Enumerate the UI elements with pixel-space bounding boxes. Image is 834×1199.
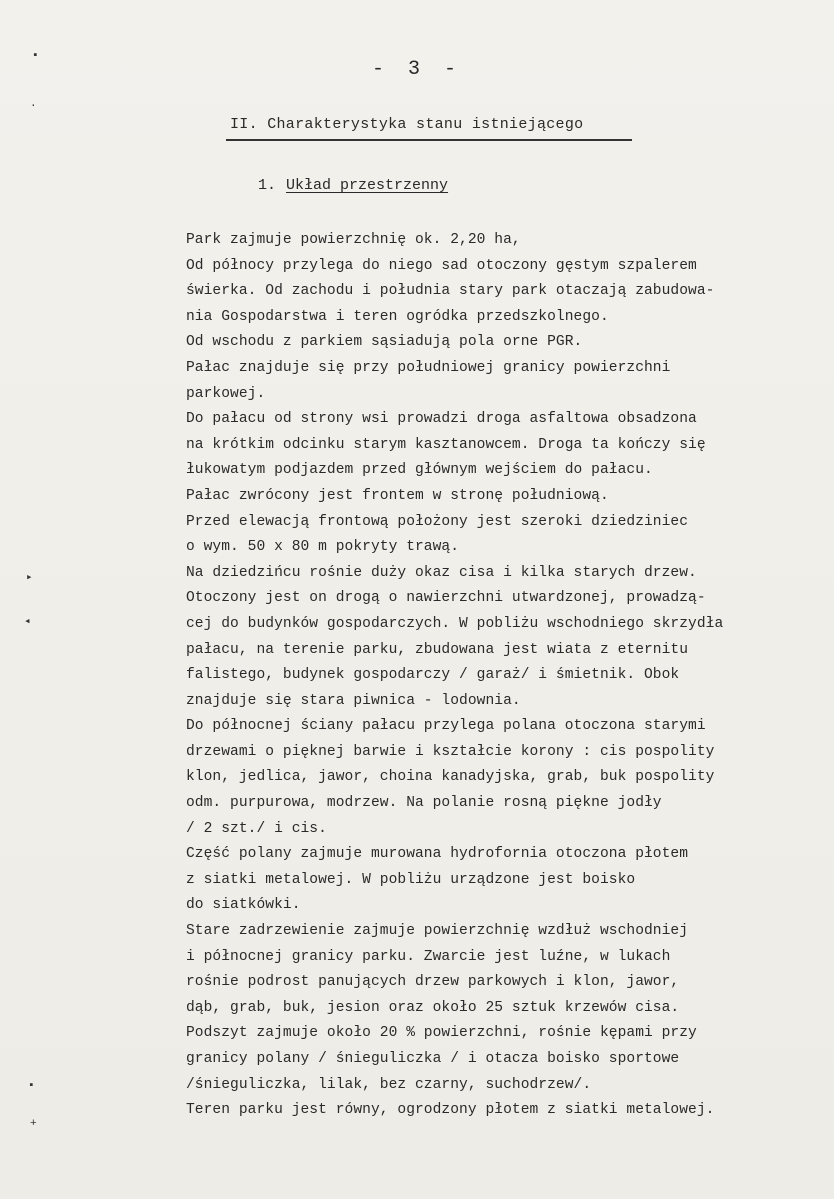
text-line: /śnieguliczka, lilak, bez czarny, suchodrzew/. (186, 1076, 592, 1093)
text-line: na krótkim odcinku starym kasztanowcem. Droga ta kończy się (186, 436, 706, 453)
text-line: Stare zadrzewienie zajmuje powierzchnię wzdłuż wschodniej (186, 923, 689, 940)
text-line: Podszyt zajmuje około 20 % powierzchni, rośnie kępami przy (186, 1025, 697, 1042)
text-line: Na dziedzińcu rośnie duży okaz cisa i kilka starych drzew. (186, 564, 697, 581)
text-line: nia Gospodarstwa i teren ogródka przedszkolnego. (186, 308, 609, 325)
text-line: znajduje się stara piwnica - lodownia. (186, 692, 521, 709)
text-line: Otoczony jest on drogą o nawierzchni utwardzonej, prowadzą- (186, 590, 706, 607)
body-text (186, 228, 826, 1124)
text-line: i północnej granicy parku. Zwarcie jest luźne, w lukach (186, 948, 671, 965)
margin-mark: ◂ (24, 616, 31, 628)
text-line: granicy polany / śnieguliczka / i otacza boisko sportowe (186, 1051, 680, 1067)
text-line: Do północnej ściany pałacu przylega polana otoczona starymi (186, 718, 706, 735)
text-line: Do pałacu od strony wsi prowadzi droga asfaltowa obsadzona (186, 411, 697, 428)
text-line: drzewami o pięknej barwie i kształcie korony : cis pospolity (186, 743, 715, 760)
margin-mark: ▪ (28, 1080, 35, 1092)
text-line: Pałac znajduje się przy południowej granicy powierzchni (186, 359, 671, 376)
text-line: z siatki metalowej. W pobliżu urządzone jest boisko (186, 871, 636, 888)
text-line: odm. purpurowa, modrzew. Na polanie rosną piękne jodły (186, 795, 662, 812)
text-line: parkowej. (186, 385, 266, 402)
subsection-number: 1. (258, 177, 277, 194)
margin-mark: + (30, 1118, 37, 1130)
text-line: pałacu, na terenie parku, zbudowana jest wiata z eternitu (186, 641, 689, 658)
text-line: falistego, budynek gospodarczy / garaż/ i śmietnik. Obok (186, 667, 680, 684)
text-line: Od północy przylega do niego sad otoczony gęstym szpalerem (186, 257, 697, 274)
text-line: o wym. 50 x 80 m pokryty trawą. (186, 539, 460, 556)
text-line: do siatkówki. (186, 897, 301, 914)
page-number: - 3 - (371, 58, 462, 81)
text-line: rośnie podrost panujących drzew parkowych i klon, jawor, (186, 974, 680, 991)
text-line: Pałac zwrócony jest frontem w stronę południową. (186, 487, 609, 504)
text-line: Przed elewacją frontową położony jest szeroki dziedziniec (186, 513, 689, 530)
text-line: cej do budynków gospodarczych. W pobliżu wschodniego skrzydła (186, 615, 724, 632)
text-line: klon, jedlica, jawor, choina kanadyjska, grab, buk pospolity (186, 769, 715, 786)
text-line: łukowatym podjazdem przed głównym wejściem do pałacu. (186, 462, 653, 479)
text-line: Park zajmuje powierzchnię ok. 2,20 ha, (186, 232, 521, 248)
subsection-title: Układ przestrzenny (286, 177, 449, 194)
text-line: dąb, grab, buk, jesion oraz około 25 sztuk krzewów cisa. (186, 999, 680, 1016)
margin-mark: ▸ (26, 572, 33, 584)
margin-mark: ▪ (32, 50, 39, 62)
text-line: / 2 szt./ i cis. (186, 820, 327, 837)
heading-underline (226, 139, 632, 141)
text-line: Od wschodu z parkiem sąsiadują pola orne PGR. (186, 334, 583, 351)
text-line: Teren parku jest równy, ogrodzony płotem z siatki metalowej. (186, 1102, 715, 1119)
margin-mark: . (30, 98, 37, 110)
section-heading: II. Charakterystyka stanu istniejącego (230, 116, 584, 133)
text-line: Część polany zajmuje murowana hydrofornia otoczona płotem (186, 846, 689, 863)
subsection-heading (258, 177, 448, 194)
text-line: świerka. Od zachodu i południa stary park otaczają zabudowa- (186, 283, 715, 300)
